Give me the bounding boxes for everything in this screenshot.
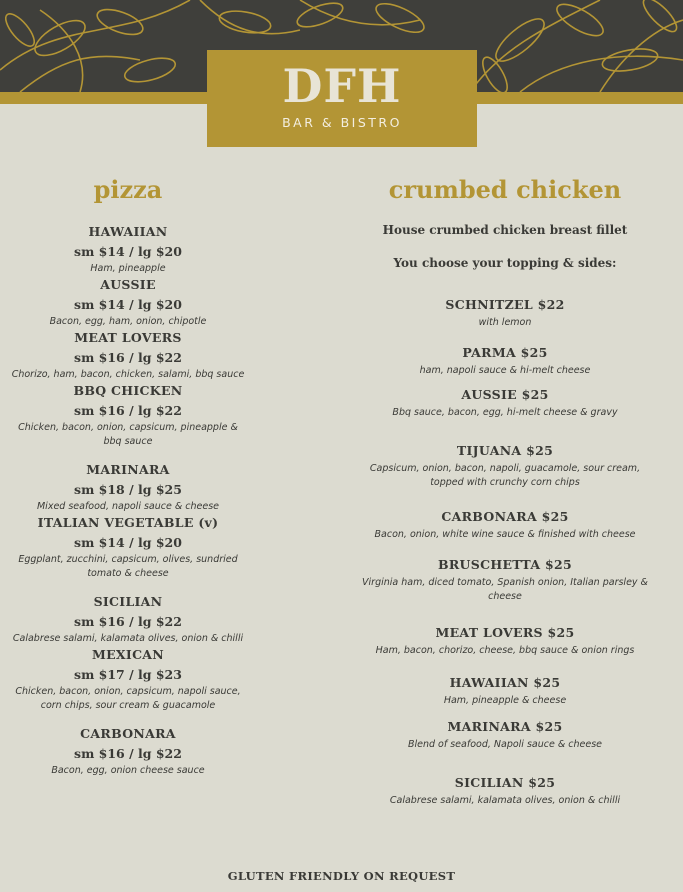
pizza-item	[8, 329, 248, 382]
pizza-item-price: sm $14 / lg $20	[74, 297, 182, 312]
chicken-item-description: Ham, bacon, chorizo, cheese, bbq sauce & onion rings	[375, 645, 635, 656]
pizza-item-description: Eggplant, zucchini, capsicum, olives, sundried tomato & cheese	[18, 554, 238, 579]
pizza-item	[8, 461, 248, 514]
chicken-item	[355, 342, 655, 378]
pizza-item-price: sm $17 / lg $23	[74, 667, 182, 682]
chicken-intro: House crumbed chicken breast fillet	[382, 223, 628, 237]
chicken-section	[355, 175, 655, 808]
chicken-item-description: Blend of seafood, Napoli sauce & cheese	[407, 739, 602, 750]
chicken-item-name: SICILIAN $25	[454, 775, 556, 790]
pizza-item-price: sm $16 / lg $22	[74, 350, 182, 365]
pizza-item-price: sm $14 / lg $20	[74, 535, 182, 550]
chicken-item-name: HAWAIIAN $25	[449, 675, 561, 690]
pizza-item-description: Calabrese salami, kalamata olives, onion & chilli	[12, 633, 244, 644]
pizza-item-description: Chicken, bacon, onion, capsicum, napoli sauce, corn chips, sour cream & guacamole	[15, 686, 241, 711]
chicken-item	[355, 440, 655, 490]
chicken-item-name: BRUSCHETTA $25	[438, 557, 572, 572]
pizza-item	[8, 593, 248, 646]
pizza-item-name: SICILIAN	[93, 594, 163, 609]
chicken-item-description: Capsicum, onion, bacon, napoli, guacamole, sour cream, topped with crunchy corn chips	[369, 463, 641, 488]
pizza-item-name: MARINARA	[86, 462, 170, 477]
chicken-item-name: MEAT LOVERS $25	[435, 625, 575, 640]
chicken-item-name: CARBONARA $25	[441, 509, 569, 524]
chicken-item-description: Ham, pineapple & cheese	[443, 695, 567, 706]
chicken-item	[355, 294, 655, 330]
chicken-item-description: Calabrese salami, kalamata olives, onion & chilli	[389, 795, 621, 806]
pizza-section	[8, 175, 248, 778]
pizza-item	[8, 514, 248, 581]
pizza-item-price: sm $14 / lg $20	[74, 244, 182, 259]
chicken-list	[355, 294, 655, 808]
pizza-item	[8, 725, 248, 778]
pizza-item-name: CARBONARA	[80, 726, 176, 741]
chicken-item	[355, 506, 655, 542]
pizza-title: pizza	[93, 175, 163, 204]
chicken-item	[355, 772, 655, 808]
chicken-title: crumbed chicken	[388, 175, 622, 204]
chicken-item-description: Virginia ham, diced tomato, Spanish onion, Italian parsley & cheese	[362, 577, 648, 602]
chicken-item	[355, 716, 655, 752]
chicken-item-description: ham, napoli sauce & hi-melt cheese	[419, 365, 591, 376]
chicken-item-name: PARMA $25	[462, 345, 548, 360]
chicken-intro-sides: You choose your topping & sides:	[393, 256, 617, 270]
pizza-item	[8, 382, 248, 449]
pizza-item-description: Bacon, egg, onion cheese sauce	[51, 765, 205, 776]
pizza-item-name: MEAT LOVERS	[74, 330, 182, 345]
pizza-item-description: Ham, pineapple	[90, 263, 166, 274]
pizza-item-name: HAWAIIAN	[88, 224, 168, 239]
pizza-item-description: Bacon, egg, ham, onion, chipotle	[49, 316, 207, 327]
pizza-item-description: Mixed seafood, napoli sauce & cheese	[36, 501, 220, 512]
chicken-item-name: SCHNITZEL $22	[445, 297, 565, 312]
chicken-item	[355, 554, 655, 604]
brand-name: DFH	[282, 59, 402, 113]
brand-subtitle: BAR & BISTRO	[282, 115, 402, 130]
chicken-item-description: Bbq sauce, bacon, egg, hi-melt cheese & gravy	[392, 407, 618, 418]
chicken-item	[355, 384, 655, 420]
pizza-item-price: sm $16 / lg $22	[74, 614, 182, 629]
brand-logo	[207, 50, 477, 147]
pizza-item-name: BBQ CHICKEN	[73, 383, 183, 398]
chicken-item-description: Bacon, onion, white wine sauce & finished with cheese	[374, 529, 636, 540]
gluten-friendly-note: GLUTEN FRIENDLY ON REQUEST	[227, 869, 456, 883]
chicken-item	[355, 622, 655, 658]
pizza-item-name: MEXICAN	[91, 647, 165, 662]
pizza-item	[8, 276, 248, 329]
pizza-item-price: sm $18 / lg $25	[74, 482, 182, 497]
chicken-item	[355, 672, 655, 708]
chicken-item-description: with lemon	[478, 317, 532, 328]
chicken-item-name: AUSSIE $25	[461, 387, 549, 402]
chicken-item-name: MARINARA $25	[447, 719, 563, 734]
pizza-item-description: Chicken, bacon, onion, capsicum, pineapple & bbq sauce	[18, 422, 238, 447]
chicken-item-name: TIJUANA $25	[456, 443, 554, 458]
pizza-item-name: ITALIAN VEGETABLE (v)	[37, 515, 219, 530]
pizza-item-price: sm $16 / lg $22	[74, 403, 182, 418]
pizza-item-name: AUSSIE	[100, 277, 156, 292]
pizza-item-price: sm $16 / lg $22	[74, 746, 182, 761]
pizza-list	[8, 223, 248, 778]
pizza-item-description: Chorizo, ham, bacon, chicken, salami, bbq sauce	[11, 369, 245, 380]
pizza-item	[8, 223, 248, 276]
pizza-item	[8, 646, 248, 713]
